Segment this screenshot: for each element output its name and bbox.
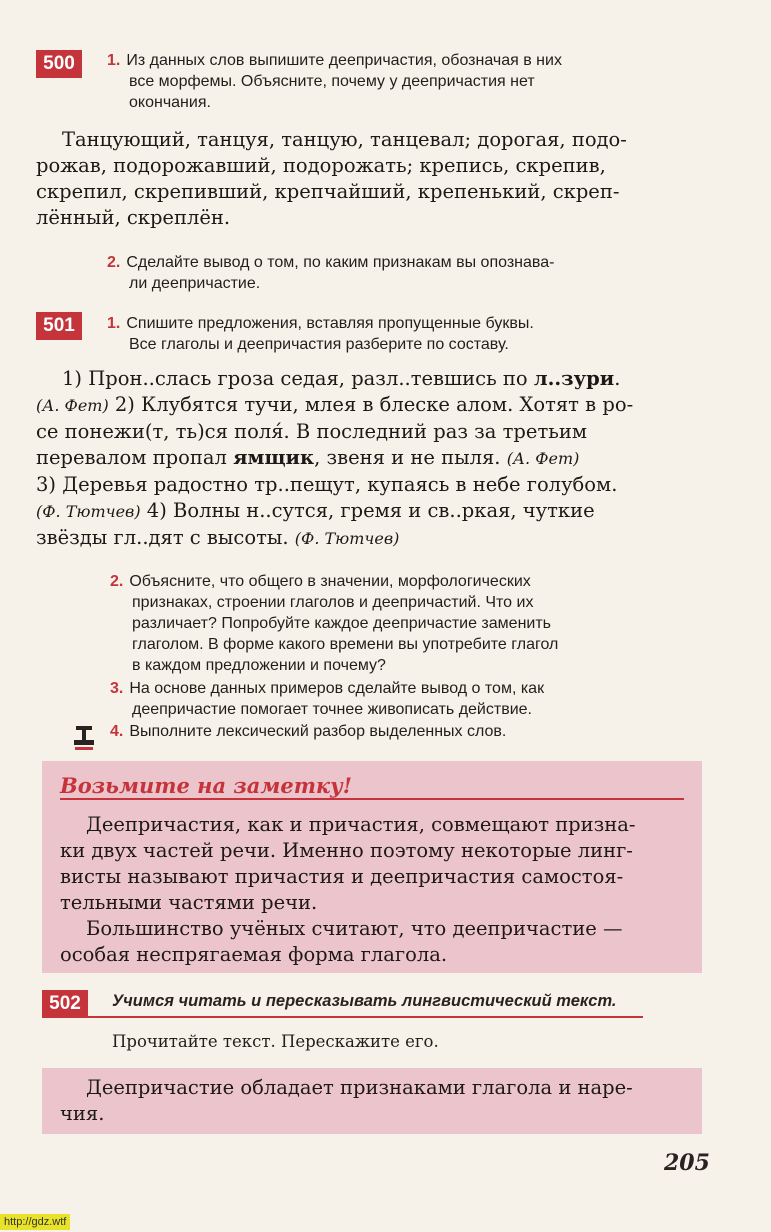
highlighted-word-lazuri: л..зури xyxy=(533,367,615,390)
definition-text: Деепричастие обладает признаками глагола и наре- чия. xyxy=(60,1076,633,1125)
exercise-500-words: Танцующий, танцуя, танцую, танцевал; дорогая, подо- рожав, подорожавший, подорожать; крепись, скрепив, скрепил, скрепивший, крепчайший, крепенький, скреп- лённый, скреплён. xyxy=(36,128,627,229)
exercise-501-task-1: 1. Спишите предложения, вставляя пропущенные буквы. Все глаголы и деепричастия разберите по составу. xyxy=(107,315,534,353)
definition-box xyxy=(42,1068,702,1134)
exercise-501-task-3: 3. На основе данных примеров сделайте вывод о том, как деепричастие помогает точнее живописать действие. xyxy=(110,680,545,718)
note-box xyxy=(42,761,702,973)
exercise-501-sentences: 1) Прон..слась гроза седая, разл..тевшись по л..зури. (А. Фет) 2) Клубятся тучи, млея в блеске алом. Хотят в ро- се понежи(т, ть)ся поля́. В последний раз за третьим перевалом пропал ямщик, звеня и не пыля. (А. Фет) 3) Деревья радостно тр..пещут, купаясь в небе голубом. (Ф. Тютчев) 4) Волны н..сутся, гремя и св..ркая, чуткие звёзды гл..дят с высоты. (Ф. Тютчев) xyxy=(36,367,634,549)
page-number: 205 xyxy=(664,1150,710,1176)
exercise-number-502: 502 xyxy=(42,990,88,1018)
exercise-number-501: 501 xyxy=(36,312,82,340)
exercise-number-500: 500 xyxy=(36,50,82,78)
note-title-underline xyxy=(60,798,684,800)
exercise-500-task-1: 1. Из данных слов выпишите деепричастия, обозначая в них все морфемы. Объясните, почему у деепричастия нет окончания. xyxy=(107,52,562,111)
note-text: Деепричастия, как и причастия, совмещают призна- ки двух частей речи. Именно поэтому некоторые линг- висты называют причастия и деепричастия самостоя- тельными частями речи. Большинство учёных считают, что деепричастие — особая неспрягаемая форма глагола. xyxy=(60,813,636,966)
exercise-502-heading: Учимся читать и пересказывать лингвистический текст. xyxy=(112,992,617,1010)
exercise-501-task-4: 4. Выполните лексический разбор выделенных слов. xyxy=(110,723,507,740)
exercise-501-task-2: 2. Объясните, что общего в значении, морфологических признаках, строении глаголов и деепричастий. Что их различает? Попробуйте каждое деепричастие заменить глаголом. В форме какого времени вы употребите глагол в каждом предложении и почему? xyxy=(110,573,559,674)
task-number: 1. xyxy=(107,52,121,69)
watermark-link[interactable]: http://gdz.wtf xyxy=(0,1214,70,1230)
note-title: Возьмите на заметку! xyxy=(60,773,352,798)
highlighted-word-yamshchik: ямщик xyxy=(233,446,315,469)
exercise-500-task-2: 2. Сделайте вывод о том, по каким признакам вы опознава- ли деепричастие. xyxy=(107,254,555,292)
exercise-502-task: Прочитайте текст. Перескажите его. xyxy=(112,1032,439,1051)
exercise-502-heading-underline xyxy=(88,1016,643,1018)
stamp-icon xyxy=(72,724,96,752)
